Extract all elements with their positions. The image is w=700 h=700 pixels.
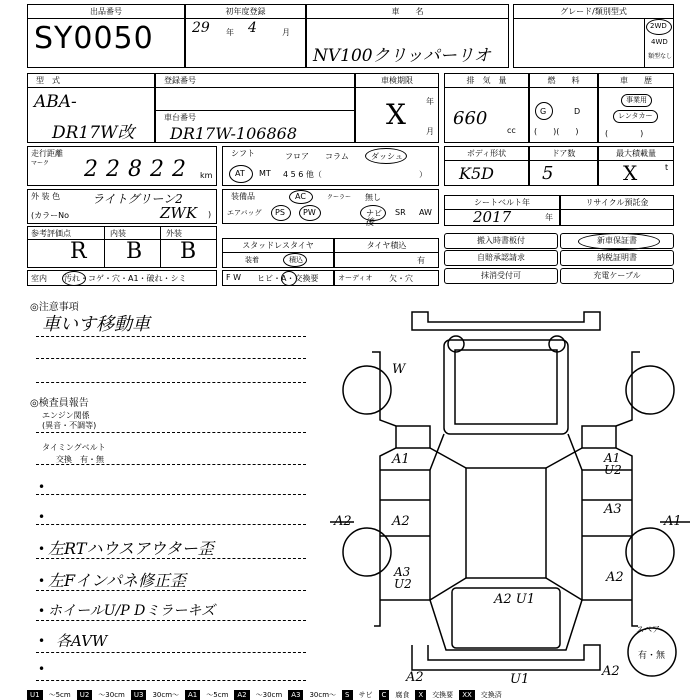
lot-number: SY0050: [34, 21, 154, 56]
fw-label: F W: [226, 273, 242, 282]
equip-note: 後: [365, 218, 375, 228]
seatbelt-label: シートベルト年: [445, 196, 559, 210]
tire-label: タイヤ積込: [335, 239, 438, 253]
shift-column: コラム: [325, 152, 349, 161]
capacity-unit: t: [665, 163, 669, 172]
displacement-label: 排 気 量: [445, 74, 528, 88]
history-business: 事業用: [621, 94, 652, 107]
btn-warranty: 新車保証書: [560, 233, 674, 249]
spare-label: スペア: [636, 625, 660, 634]
legend-x-desc: 交換要: [432, 691, 454, 699]
note-1: 左RTハウスアウター歪: [48, 539, 214, 558]
equipment-label: 装備品: [231, 192, 255, 201]
legend-u1: U1: [27, 690, 43, 700]
btn-delete: 抹消受付可: [444, 268, 558, 284]
spare-options: 有・無: [638, 651, 666, 661]
legend-u2-desc: ～30cm: [98, 691, 125, 699]
legend-u3: U3: [131, 690, 147, 700]
legend-s-desc: サビ: [358, 691, 373, 699]
equip-ac: AC: [295, 192, 306, 201]
bullet-1: •: [38, 480, 46, 494]
fuel-g: G: [540, 107, 547, 116]
first-reg-year: 29: [192, 20, 210, 36]
caution-label: ◎注意事項: [30, 302, 79, 313]
legend-c: C: [379, 690, 390, 700]
interior-value: B: [126, 239, 143, 264]
color-code-label: (カラーNo: [31, 211, 69, 220]
color-box: 外 装 色 ライトグリーン2 (カラーNo ZWK ): [27, 189, 217, 224]
audio-label: オーディオ: [338, 274, 373, 282]
mark-a1u2-right: A1 U2: [604, 451, 622, 477]
color-value: ライトグリーン2: [92, 192, 183, 206]
equip-airbag: エアバッグ: [227, 209, 262, 217]
lot-number-label: 出品番号: [28, 5, 184, 19]
legend-a2-desc: ～30cm: [255, 691, 283, 699]
studless-loaded: 積込: [289, 256, 303, 264]
drive-other: 類型なし: [648, 53, 673, 60]
capacity-label: 最大積載量: [599, 147, 673, 161]
note-3: ホイールU/P Dミラーキズ: [48, 603, 216, 619]
bullet-3: •: [38, 542, 46, 556]
legend-xx-desc: 交換済: [480, 691, 502, 699]
bullet-5: •: [38, 604, 46, 618]
mark-a1-left: A1: [392, 452, 410, 467]
legend-u2: U2: [77, 690, 93, 700]
history-rental: レンタカー: [613, 110, 658, 123]
history-box: 車 歴 事業用 レンタカー ( ): [598, 73, 674, 143]
mileage-mark: マーク: [31, 160, 50, 167]
mark-a2-far-left: A2: [334, 514, 352, 529]
mark-a2-rear-right: A2: [602, 664, 620, 679]
legend-s: S: [342, 690, 352, 700]
equip-cooler: クーラー: [327, 194, 352, 201]
fuel-label: 燃 料: [530, 74, 597, 88]
legend-x: X: [415, 690, 426, 700]
mark-a1-far-right: A1: [664, 514, 682, 529]
reg-no-label: 登録番号: [156, 74, 354, 88]
insp-year-unit: 年: [426, 97, 434, 106]
body-label: ボディ形状: [445, 147, 528, 161]
legend-a3: A3: [288, 690, 303, 700]
equip-ps: PS: [275, 208, 285, 217]
mark-w: W: [392, 362, 406, 377]
fuel-d: D: [574, 107, 581, 116]
car-name: NV100クリッパーリオ: [313, 46, 491, 66]
audio-status: 欠・穴: [389, 274, 413, 283]
doors-value: 5: [542, 163, 554, 184]
legend-a1: A1: [185, 690, 200, 700]
mark-a2-left: A2: [392, 514, 410, 529]
engine-label: エンジン関係: [42, 411, 90, 420]
timing-label: タイミングベルト: [42, 443, 106, 452]
shift-mt: MT: [259, 169, 271, 178]
model-value2: DR17W改: [52, 123, 135, 143]
legend-c-desc: 腐食: [395, 691, 410, 699]
inspector-label: ◎検査員報告: [30, 398, 89, 409]
seatbelt-value: 2017: [473, 208, 512, 226]
mark-a2u1-rear: A2 U1: [494, 592, 536, 607]
doors-label: ドア数: [530, 147, 597, 161]
shift-gears-close: ）: [419, 170, 427, 179]
bullet-2: •: [38, 510, 46, 524]
note-4: 各AVW: [56, 632, 108, 650]
mileage-label: 走行距離: [31, 149, 63, 158]
body-value: K5D: [459, 164, 494, 183]
mileage-unit: km: [200, 171, 213, 180]
inspection-label: 車検期限: [356, 74, 438, 88]
grade-label: グレード/類別型式: [514, 5, 673, 19]
fuel-box: 燃 料 G D ( )( ): [529, 73, 598, 143]
color-code: ZWK: [160, 204, 198, 222]
bullet-6: •: [38, 634, 46, 648]
tire-option: 有: [417, 256, 425, 265]
model-label: 型 式: [28, 74, 154, 88]
mileage-value: 22822: [84, 157, 194, 182]
legend-a2: A2: [234, 690, 249, 700]
drive-4wd: 4WD: [651, 38, 668, 46]
timing-sub: 交換 有・無: [56, 455, 104, 464]
insp-month-unit: 月: [426, 127, 434, 136]
mark-a2-rear-left: A2: [406, 670, 424, 685]
shift-gears: 4 5 6 他（: [283, 170, 322, 179]
interior-label: 内装: [110, 229, 126, 238]
shift-label: シフト: [231, 149, 255, 158]
insp-mark: X: [386, 98, 406, 131]
exterior-value: B: [180, 239, 197, 264]
first-registration-label: 初年度登録: [186, 5, 305, 19]
legend-a3-desc: 30cm～: [309, 691, 337, 699]
mark-u1-rear: U1: [510, 672, 530, 687]
equip-navi: ナビ: [366, 209, 382, 218]
caution-text: 車いす移動車: [42, 314, 150, 335]
color-label: 外 装 色: [31, 192, 61, 201]
fw-status: ヒビ・A・交換要: [257, 274, 319, 283]
displacement-value: 660: [453, 108, 488, 129]
car-name-label: 車 名: [307, 5, 508, 19]
exterior-label: 外装: [166, 229, 182, 238]
drive-2wd: 2WD: [650, 22, 667, 30]
first-reg-year-unit: 年: [226, 28, 234, 37]
engine-sub: (異音・不調等): [42, 421, 97, 430]
equip-sr: SR: [395, 208, 406, 217]
legend-bar: [27, 690, 674, 700]
mark-a3u2-left: A3 U2: [394, 565, 412, 591]
rating-label: 参考評価点: [31, 229, 71, 238]
seatbelt-unit: 年: [545, 213, 553, 222]
first-reg-month: 4: [248, 20, 257, 36]
interior-status: 汚れ・コゲ・穴・A1・破れ・シミ: [64, 274, 187, 283]
displacement-unit: cc: [507, 126, 516, 135]
equip-aw: AW: [419, 208, 432, 217]
bullet-4: •: [38, 574, 46, 588]
shift-at: AT: [235, 169, 245, 178]
studless-mounted: 装着: [245, 256, 259, 264]
capacity-value: X: [623, 161, 638, 185]
equip-none: 無し: [365, 193, 381, 202]
mark-a3-right: A3: [604, 502, 622, 517]
note-2: 左Fインパネ修正歪: [48, 571, 186, 590]
legend-u3-desc: 30cm～: [152, 691, 180, 699]
studless-label: スタッドレスタイヤ: [223, 239, 333, 253]
chassis-value: DR17W-106868: [170, 124, 297, 143]
equip-pw: PW: [303, 208, 316, 217]
btn-cable: 充電ケーブル: [560, 268, 674, 284]
interior-status-label: 室内: [31, 274, 47, 283]
btn-manual: 搬入時書板付: [444, 233, 558, 249]
first-reg-month-unit: 月: [282, 28, 290, 37]
legend-u1-desc: ～5cm: [48, 691, 71, 699]
recycle-label: リサイクル預託金: [561, 196, 673, 210]
model-value1: ABA-: [34, 92, 77, 112]
legend-a1-desc: ～5cm: [206, 691, 229, 699]
chassis-label: 車台番号: [164, 113, 196, 122]
btn-tax: 納税証明書: [560, 250, 674, 266]
shift-floor: フロア: [285, 152, 309, 161]
btn-self: 自賠承認請求: [444, 250, 558, 266]
legend-xx: XX: [459, 690, 475, 700]
shift-dash: ダッシュ: [371, 152, 403, 161]
history-label: 車 歴: [599, 74, 673, 88]
rating-value: R: [70, 239, 87, 264]
mark-a2-right: A2: [606, 570, 624, 585]
